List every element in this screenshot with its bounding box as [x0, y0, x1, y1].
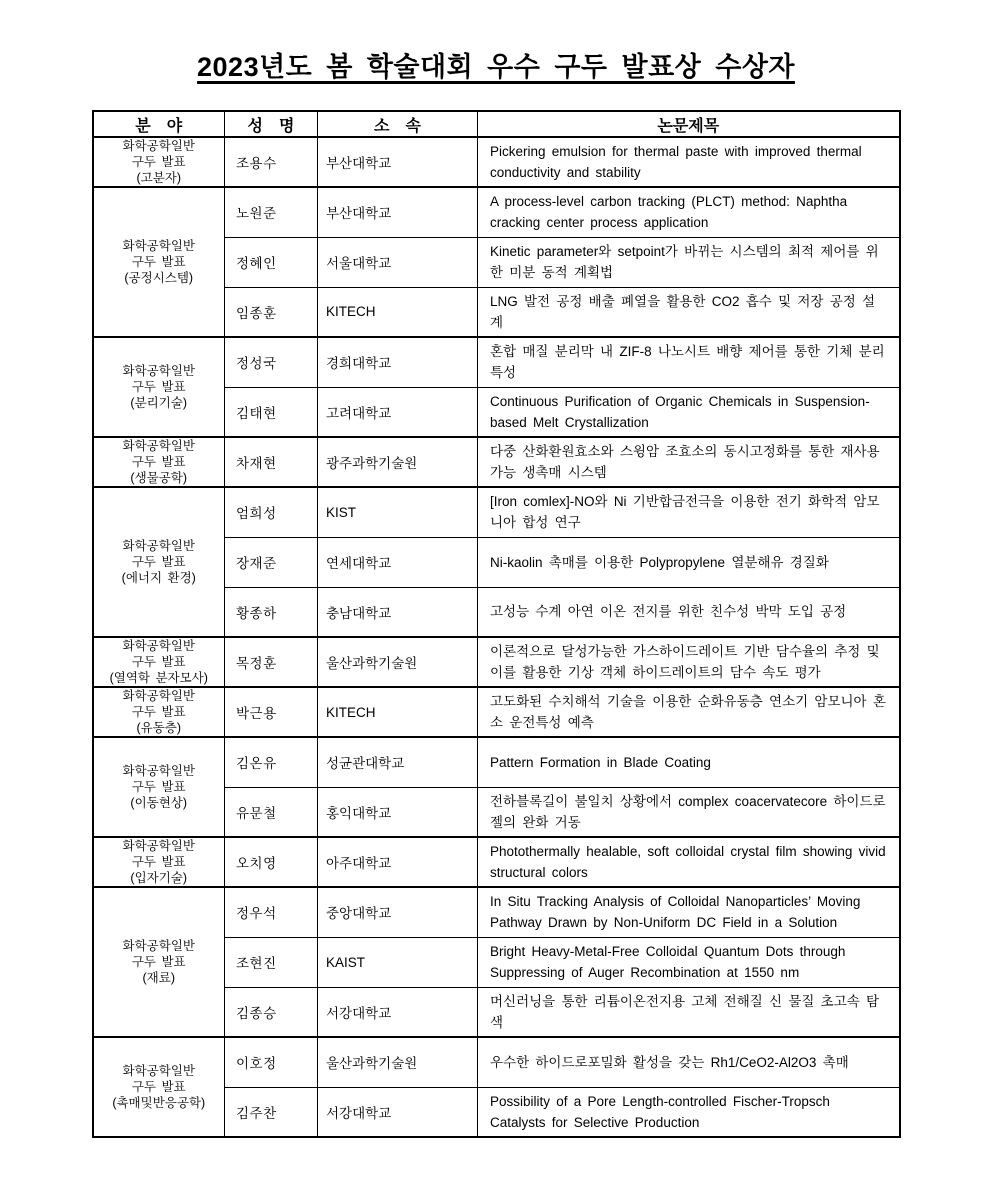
affiliation-cell: 광주과학기술원	[318, 437, 478, 487]
field-line: 화학공학일반	[122, 689, 195, 703]
name-cell: 목정훈	[225, 637, 318, 687]
field-line: (에너지 환경)	[121, 571, 196, 585]
field-cell	[93, 1037, 225, 1137]
name-cell: 박근용	[225, 687, 318, 737]
award-table	[92, 110, 901, 1138]
name-cell: 엄희성	[225, 487, 318, 537]
title-cell: 전하블록길이 불일치 상황에서 complex coacervatecore 하이드로젤의 완화 거동	[478, 787, 900, 837]
field-line: (분리기술)	[130, 396, 188, 410]
affiliation-cell: KIST	[318, 487, 478, 537]
name-cell: 장재준	[225, 537, 318, 587]
affiliation-cell: 충남대학교	[318, 587, 478, 637]
title-cell: 혼합 매질 분리막 내 ZIF-8 나노시트 배향 제어를 통한 기체 분리 특성	[478, 337, 900, 387]
table-row	[93, 337, 900, 387]
affiliation-cell: 아주대학교	[318, 837, 478, 887]
field-line: 구두 발표	[131, 155, 186, 169]
field-line: 구두 발표	[131, 555, 186, 569]
field-line: (유동층)	[136, 721, 182, 735]
affiliation-cell: 서강대학교	[318, 987, 478, 1037]
name-cell: 김종승	[225, 987, 318, 1037]
title-cell: Possibility of a Pore Length-controlled Fischer-Tropsch Catalysts for Selective Production	[478, 1087, 900, 1137]
title-cell: 고도화된 수치해석 기술을 이용한 순화유동층 연소기 암모니아 혼소 운전특성 예측	[478, 687, 900, 737]
field-line: (재료)	[142, 971, 175, 985]
title-cell: 고성능 수계 아연 이온 전지를 위한 친수성 박막 도입 공정	[478, 587, 900, 637]
affiliation-cell: 성균관대학교	[318, 737, 478, 787]
field-line: (입자기술)	[130, 871, 188, 885]
affiliation-cell: 부산대학교	[318, 137, 478, 187]
field-line: 화학공학일반	[122, 539, 195, 553]
field-line: 구두 발표	[131, 455, 186, 469]
header-row	[93, 111, 900, 137]
field-cell	[93, 437, 225, 487]
field-cell	[93, 187, 225, 337]
field-line: 구두 발표	[131, 380, 186, 394]
header-paper-title: 논문제목	[478, 111, 900, 137]
table-header	[93, 111, 900, 137]
field-cell	[93, 137, 225, 187]
field-line: 구두 발표	[131, 780, 186, 794]
table-row	[93, 687, 900, 737]
field-cell	[93, 487, 225, 637]
title-cell: Continuous Purification of Organic Chemicals in Suspension-based Melt Crystallization	[478, 387, 900, 437]
affiliation-cell: KITECH	[318, 287, 478, 337]
field-line: (고분자)	[136, 171, 182, 185]
title-cell: Ni-kaolin 촉매를 이용한 Polypropylene 열분해유 경질화	[478, 537, 900, 587]
table-row	[93, 187, 900, 237]
affiliation-cell: 고려대학교	[318, 387, 478, 437]
field-cell	[93, 637, 225, 687]
affiliation-cell: 울산과학기술원	[318, 1037, 478, 1087]
title-cell: Photothermally healable, soft colloidal crystal film showing vivid structural colors	[478, 837, 900, 887]
field-line: 구두 발표	[131, 655, 186, 669]
field-line: 화학공학일반	[122, 639, 195, 653]
name-cell: 임종훈	[225, 287, 318, 337]
field-line: 구두 발표	[131, 255, 186, 269]
field-cell	[93, 337, 225, 437]
field-line: 화학공학일반	[122, 239, 195, 253]
name-cell: 김주찬	[225, 1087, 318, 1137]
name-cell: 노원준	[225, 187, 318, 237]
title-cell: 이론적으로 달성가능한 가스하이드레이트 기반 담수율의 추정 및 이를 활용한 기상 객체 하이드레이트의 담수 속도 평가	[478, 637, 900, 687]
field-line: (생물공학)	[130, 471, 188, 485]
name-cell: 이호정	[225, 1037, 318, 1087]
table-row	[93, 737, 900, 787]
affiliation-cell: 서울대학교	[318, 237, 478, 287]
field-line: (촉매및반응공학)	[112, 1096, 206, 1110]
name-cell: 조현진	[225, 937, 318, 987]
table-body	[93, 137, 900, 1137]
table-row	[93, 837, 900, 887]
name-cell: 조용수	[225, 137, 318, 187]
title-cell: 우수한 하이드로포밀화 활성을 갖는 Rh1/CeO2-Al2O3 촉매	[478, 1037, 900, 1087]
page-title: 2023년도 봄 학술대회 우수 구두 발표상 수상자	[197, 52, 795, 82]
affiliation-cell: 연세대학교	[318, 537, 478, 587]
name-cell: 정혜인	[225, 237, 318, 287]
name-cell: 김온유	[225, 737, 318, 787]
name-cell: 오치영	[225, 837, 318, 887]
title-cell: 다중 산화환원효소와 스윙암 조효소의 동시고정화를 통한 재사용 가능 생촉매 시스템	[478, 437, 900, 487]
field-line: (열역학 분자모사)	[109, 671, 208, 685]
title-cell: In Situ Tracking Analysis of Colloidal Nanoparticles’ Moving Pathway Drawn by Non-Uniform DC Field in a Solution	[478, 887, 900, 937]
field-line: 화학공학일반	[122, 1064, 195, 1078]
field-line: 구두 발표	[131, 955, 186, 969]
affiliation-cell: 울산과학기술원	[318, 637, 478, 687]
field-cell	[93, 837, 225, 887]
header-name: 성 명	[225, 111, 318, 137]
field-line: 구두 발표	[131, 855, 186, 869]
affiliation-cell: 서강대학교	[318, 1087, 478, 1137]
affiliation-cell: KAIST	[318, 937, 478, 987]
header-affiliation: 소 속	[318, 111, 478, 137]
field-cell	[93, 737, 225, 837]
field-line: (공정시스템)	[124, 271, 194, 285]
affiliation-cell: 부산대학교	[318, 187, 478, 237]
table-row	[93, 137, 900, 187]
field-line: 구두 발표	[131, 1080, 186, 1094]
field-line: 화학공학일반	[122, 439, 195, 453]
field-cell	[93, 887, 225, 1037]
title-cell: Kinetic parameter와 setpoint가 바뀌는 시스템의 최적 제어를 위한 미분 동적 계획법	[478, 237, 900, 287]
field-line: 화학공학일반	[122, 364, 195, 378]
field-line: 화학공학일반	[122, 764, 195, 778]
title-cell: 머신러닝을 통한 리튬이온전지용 고체 전해질 신 물질 초고속 탐색	[478, 987, 900, 1037]
title-cell: Pattern Formation in Blade Coating	[478, 737, 900, 787]
affiliation-cell: 중앙대학교	[318, 887, 478, 937]
title-cell: Bright Heavy-Metal-Free Colloidal Quantum Dots through Suppressing of Auger Recombination at 1550 nm	[478, 937, 900, 987]
title-cell: A process-level carbon tracking (PLCT) method: Naphtha cracking center process application	[478, 187, 900, 237]
field-line: 화학공학일반	[122, 139, 195, 153]
field-line: 화학공학일반	[122, 939, 195, 953]
field-line: (이동현상)	[130, 796, 188, 810]
title-cell: LNG 발전 공정 배출 폐열을 활용한 CO2 흡수 및 저장 공정 설계	[478, 287, 900, 337]
name-cell: 김태현	[225, 387, 318, 437]
name-cell: 유문철	[225, 787, 318, 837]
table-row	[93, 887, 900, 937]
title-cell: Pickering emulsion for thermal paste with improved thermal conductivity and stability	[478, 137, 900, 187]
table-row	[93, 437, 900, 487]
affiliation-cell: 홍익대학교	[318, 787, 478, 837]
field-line: 화학공학일반	[122, 839, 195, 853]
affiliation-cell: KITECH	[318, 687, 478, 737]
header-field: 분 야	[93, 111, 225, 137]
table-row	[93, 637, 900, 687]
name-cell: 차재현	[225, 437, 318, 487]
field-line: 구두 발표	[131, 705, 186, 719]
table-row	[93, 1037, 900, 1087]
affiliation-cell: 경희대학교	[318, 337, 478, 387]
name-cell: 황종하	[225, 587, 318, 637]
table-row	[93, 487, 900, 537]
name-cell: 정성국	[225, 337, 318, 387]
name-cell: 정우석	[225, 887, 318, 937]
title-cell: [Iron comlex]-NO와 Ni 기반합금전극을 이용한 전기 화학적 암모니아 합성 연구	[478, 487, 900, 537]
field-cell	[93, 687, 225, 737]
